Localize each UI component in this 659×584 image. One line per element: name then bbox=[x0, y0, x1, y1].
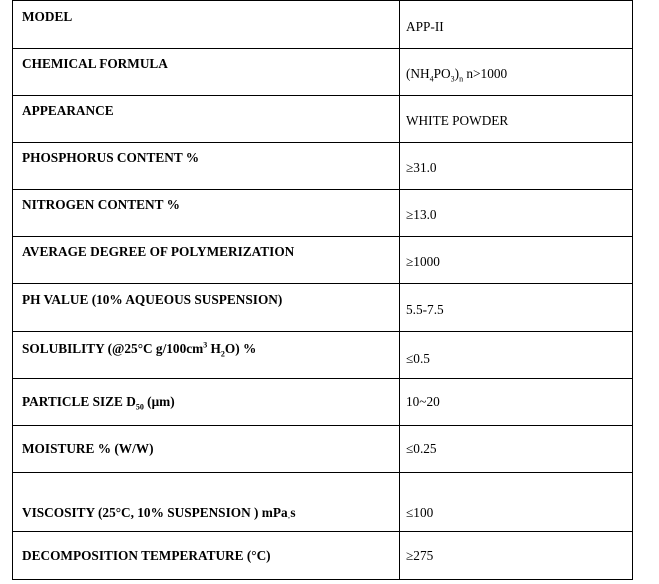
value-cell bbox=[400, 532, 633, 580]
specification-table bbox=[12, 0, 633, 580]
table-row bbox=[13, 379, 633, 426]
polymerization-label: AVERAGE DEGREE OF POLYMERIZATION bbox=[22, 244, 295, 259]
table-row bbox=[13, 190, 633, 237]
nitrogen-content-label: NITROGEN CONTENT % bbox=[22, 197, 180, 212]
moisture-value: ≤0.25 bbox=[406, 441, 437, 456]
edge-mark bbox=[577, 579, 580, 580]
table-row bbox=[13, 143, 633, 190]
table-row bbox=[13, 532, 633, 580]
model-label: MODEL bbox=[22, 8, 73, 24]
value-cell bbox=[400, 473, 633, 532]
table-row bbox=[13, 284, 633, 332]
value-cell bbox=[400, 332, 633, 379]
value-cell bbox=[400, 379, 633, 426]
nitrogen-content-value: ≥13.0 bbox=[406, 207, 437, 222]
table-row bbox=[13, 49, 633, 96]
property-cell bbox=[13, 473, 400, 532]
table-row bbox=[13, 1, 633, 49]
property-cell bbox=[13, 379, 400, 426]
property-cell bbox=[13, 532, 400, 580]
property-cell bbox=[13, 190, 400, 237]
value-cell bbox=[400, 237, 633, 284]
particle-size-value: 10~20 bbox=[406, 394, 440, 409]
appearance-label: APPEARANCE bbox=[22, 103, 114, 118]
table-row bbox=[13, 473, 633, 532]
viscosity-value: ≤100 bbox=[406, 505, 434, 520]
value-cell bbox=[400, 1, 633, 49]
chemical-formula-label: CHEMICAL FORMULA bbox=[22, 56, 168, 71]
property-cell bbox=[13, 49, 400, 96]
particle-size-label: PARTICLE SIZE $D_{50}$ (μm) bbox=[22, 394, 175, 412]
viscosity-label: VISCOSITY (25°C, 10% SUSPENSION ) mPa$_\cdot$s bbox=[22, 505, 296, 523]
ph-value-label: PH VALUE (10% AQUEOUS SUSPENSION) bbox=[22, 291, 283, 307]
value-cell bbox=[400, 96, 633, 143]
moisture-label: MOISTURE % (W/W) bbox=[22, 441, 154, 456]
property-cell bbox=[13, 237, 400, 284]
solubility-label: SOLUBILITY (@25°C $g/100cm^3$ $H_2O$) % bbox=[22, 340, 257, 359]
ph-value-value: 5.5-7.5 bbox=[406, 301, 444, 317]
value-cell bbox=[400, 49, 633, 96]
property-cell bbox=[13, 96, 400, 143]
property-cell bbox=[13, 332, 400, 379]
solubility-value: ≤0.5 bbox=[406, 351, 430, 366]
table-row bbox=[13, 426, 633, 473]
model-value: APP-II bbox=[406, 18, 444, 34]
value-cell bbox=[400, 426, 633, 473]
property-cell bbox=[13, 1, 400, 49]
decomposition-temperature-label: DECOMPOSITION TEMPERATURE (°C) bbox=[22, 547, 271, 563]
appearance-value: WHITE POWDER bbox=[406, 113, 509, 128]
property-cell bbox=[13, 426, 400, 473]
table-row bbox=[13, 332, 633, 379]
chemical-formula-value: $(NH_4PO_3)_n$ n>1000 bbox=[406, 66, 508, 84]
phosphorus-content-value: ≥31.0 bbox=[406, 160, 437, 175]
table-row bbox=[13, 237, 633, 284]
decomposition-temperature-value: ≥275 bbox=[406, 547, 434, 563]
table-row bbox=[13, 96, 633, 143]
property-cell bbox=[13, 284, 400, 332]
phosphorus-content-label: PHOSPHORUS CONTENT % bbox=[22, 150, 200, 165]
value-cell bbox=[400, 190, 633, 237]
value-cell bbox=[400, 143, 633, 190]
polymerization-value: ≥1000 bbox=[406, 254, 440, 269]
property-cell bbox=[13, 143, 400, 190]
value-cell bbox=[400, 284, 633, 332]
